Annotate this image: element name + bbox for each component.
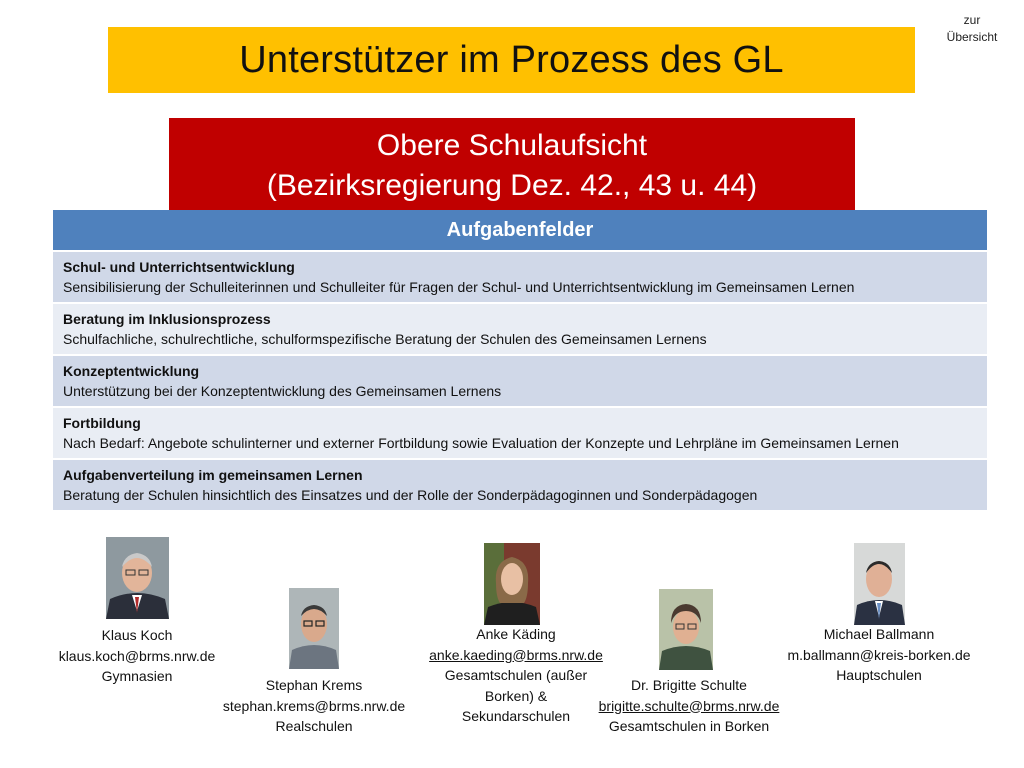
contact-name: Klaus Koch (101, 627, 173, 643)
task-row (53, 408, 987, 460)
task-row (53, 356, 987, 408)
overview-link[interactable]: zur Übersicht (946, 13, 998, 44)
contact-school-type: Realschulen (275, 718, 353, 734)
title-banner (108, 27, 915, 93)
contact-ballmann (769, 624, 989, 686)
contact-school-type: Gesamtschulen in Borken (608, 718, 770, 734)
contact-school-type: Hauptschulen (836, 667, 922, 683)
contact-schulte (579, 675, 799, 737)
task-title: Aufgabenverteilung im gemeinsamen Lernen (63, 467, 363, 483)
authority-box (169, 118, 855, 210)
tasks-table (53, 210, 987, 512)
task-description: Sensibilisierung der Schulleiterinnen und Schulleiter für Fragen der Schul- und Unterrichtsentwicklung im Gemeinsamen Lernen (63, 279, 855, 295)
contact-school-type: Gesamtschulen (außer (444, 667, 588, 683)
contact-photo-koch (106, 537, 169, 619)
contact-school-type: Sekundarschulen (461, 708, 571, 724)
contact-name: Michael Ballmann (823, 626, 935, 642)
contact-name: Stephan Krems (265, 677, 363, 693)
contact-name: Anke Käding (476, 626, 556, 642)
authority-departments: (Bezirksregierung Dez. 42., 43 u. 44) (266, 169, 758, 202)
contact-photo-schulte (659, 589, 713, 670)
authority-name: Obere Schulaufsicht (376, 129, 648, 162)
contact-email[interactable]: anke.kaeding@brms.nrw.de (429, 646, 603, 663)
contact-email[interactable]: m.ballmann@kreis-borken.de (787, 646, 971, 663)
contact-school-type: Gymnasien (101, 668, 173, 684)
page-title: Unterstützer im Prozess des GL (239, 38, 784, 81)
contact-email[interactable]: stephan.krems@brms.nrw.de (222, 697, 406, 714)
contact-school-type: Borken) & (484, 687, 548, 704)
contact-email[interactable]: brigitte.schulte@brms.nrw.de (598, 697, 780, 714)
task-row (53, 304, 987, 356)
task-row (53, 252, 987, 304)
task-title: Konzeptentwicklung (63, 363, 200, 379)
tasks-header: Aufgabenfelder (53, 210, 987, 252)
contact-name: Dr. Brigitte Schulte (631, 677, 747, 693)
contact-photo-ballmann (854, 543, 905, 625)
contact-krems (204, 675, 424, 737)
task-description: Unterstützung bei der Konzeptentwicklung des Gemeinsamen Lernens (63, 383, 502, 399)
task-row (53, 460, 987, 512)
task-title: Fortbildung (63, 415, 141, 431)
task-description: Nach Bedarf: Angebote schulinterner und externer Fortbildung sowie Evaluation der Konzepte und Lehrpläne im Gemeinsamen Lernen (63, 435, 899, 451)
contact-photo-kaeding (484, 543, 540, 625)
task-title: Beratung im Inklusionsprozess (63, 311, 271, 327)
task-title: Schul- und Unterrichtsentwicklung (63, 259, 295, 275)
task-description: Beratung der Schulen hinsichtlich des Einsatzes und der Rolle der Sonderpädagoginnen und Sonderpädagogen (63, 487, 758, 503)
contact-email[interactable]: klaus.koch@brms.nrw.de (58, 647, 216, 664)
task-description: Schulfachliche, schulrechtliche, schulformspezifische Beratung der Schulen des Gemeinsamen Lernens (63, 331, 707, 347)
contact-photo-krems (289, 588, 339, 669)
